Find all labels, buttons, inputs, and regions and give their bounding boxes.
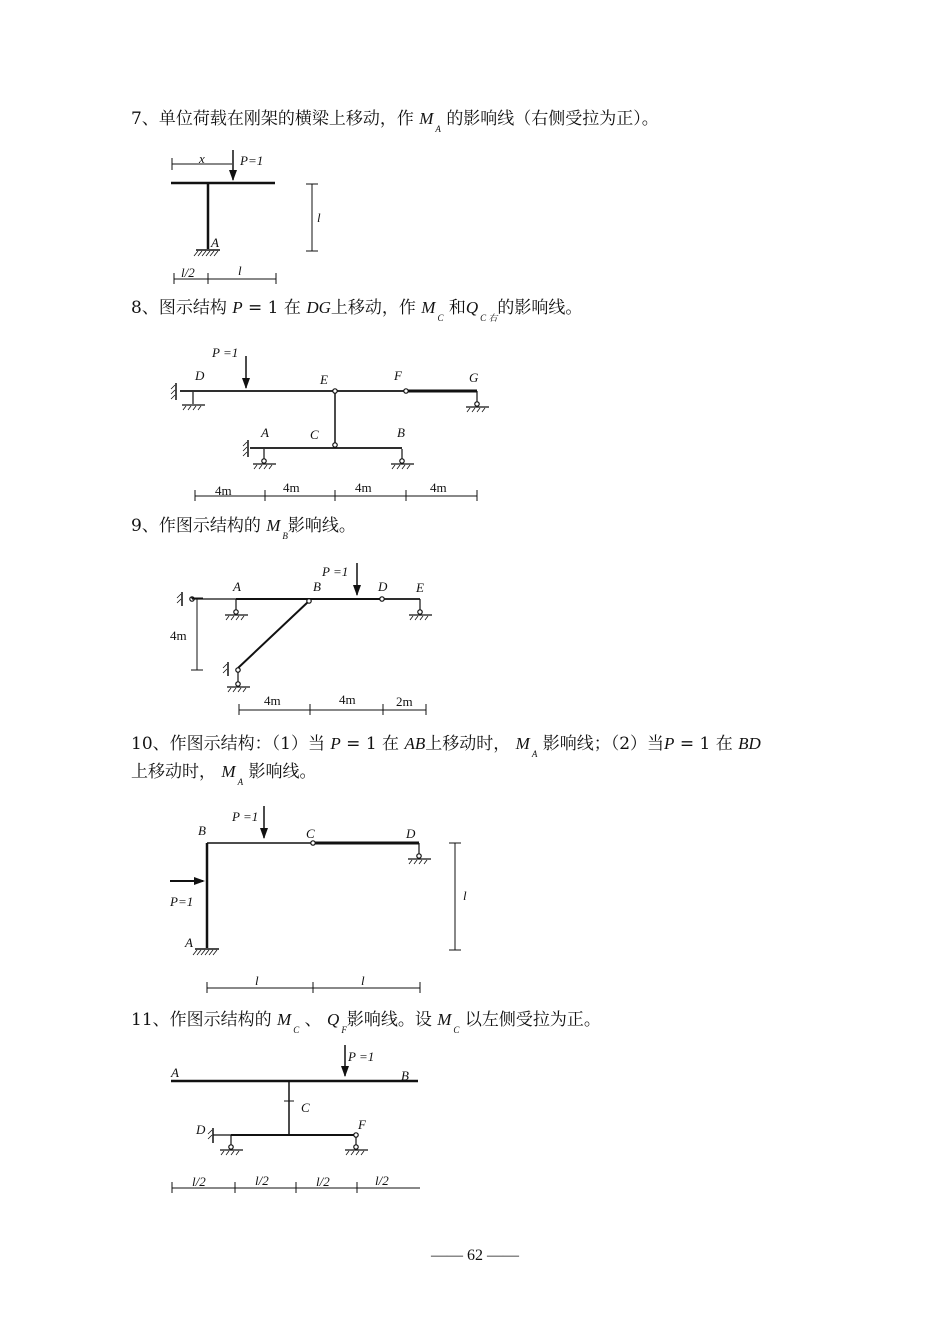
label-d: D	[406, 826, 416, 841]
question-text: 和	[448, 298, 466, 318]
dim-l: l	[361, 973, 365, 988]
dim-l-half: l/2	[181, 265, 195, 280]
question-text: 上移动，作	[330, 298, 416, 318]
question-text: 作图示结构的	[158, 516, 261, 536]
label-e: E	[416, 580, 424, 595]
question-text: = 1 在	[679, 734, 733, 754]
math-symbol: M	[266, 516, 281, 535]
math-subscript: C	[453, 1025, 460, 1035]
math-symbol: M	[277, 1010, 292, 1029]
dim-4m: 4m	[430, 480, 447, 495]
dim-4m: 4m	[215, 483, 232, 498]
label-g: G	[469, 370, 479, 385]
question-text: 、	[304, 1010, 322, 1030]
question-text: 的影响线（右侧受拉为正）。	[446, 109, 659, 129]
math-symbol: M	[515, 734, 530, 753]
math-symbol: P	[232, 298, 243, 317]
label-f: F	[358, 1117, 366, 1132]
footer-dash-left: ——	[431, 1247, 463, 1264]
math-subscript: C	[293, 1025, 300, 1035]
label-x: x	[199, 151, 205, 166]
label-p: P =1	[212, 345, 239, 360]
question-text: 的影响线。	[497, 298, 583, 318]
label-c: C	[301, 1100, 310, 1115]
dim-4m: 4m	[355, 480, 372, 495]
question-text: = 1 在	[248, 298, 301, 318]
label-c: C	[306, 826, 315, 841]
label-d: D	[196, 1122, 206, 1137]
dim-l-half: l/2	[375, 1173, 389, 1188]
math-subscript: B	[282, 531, 288, 541]
question-text: 单位荷载在刚架的横梁上移动，作	[158, 109, 414, 129]
label-a: A	[233, 579, 241, 594]
question-number: 7、	[131, 109, 159, 129]
math-symbol: DG	[306, 298, 331, 317]
question-text: 作图示结构：（1）当	[169, 734, 325, 754]
dim-l-half: l/2	[316, 1174, 330, 1189]
label-a: A	[211, 235, 219, 250]
math-symbol: AB	[404, 734, 426, 753]
dim-4m: 4m	[264, 693, 281, 708]
page-footer	[0, 1247, 950, 1265]
dim-4m: 4m	[283, 480, 300, 495]
math-subscript: C	[437, 313, 444, 323]
question-text: = 1 在	[346, 734, 400, 754]
question-text: 上移动时，	[131, 762, 216, 782]
label-f: F	[394, 368, 402, 383]
question-text: 上移动时，	[425, 734, 511, 754]
math-symbol: Q	[465, 298, 479, 317]
label-b: B	[313, 579, 321, 594]
label-e: E	[320, 372, 328, 387]
question-text: 影响线。	[248, 762, 317, 782]
math-subscript: C 右	[480, 313, 498, 323]
dim-l-half: l/2	[192, 1174, 206, 1189]
math-symbol: M	[419, 109, 434, 128]
label-p: P =1	[322, 564, 349, 579]
math-symbol: P	[664, 734, 675, 753]
label-p: P=1	[240, 153, 264, 168]
label-a: A	[261, 425, 269, 440]
math-subscript: F	[341, 1025, 347, 1035]
dim-4m: 4m	[339, 692, 356, 707]
question-text: 影响线；（2）当	[542, 734, 665, 754]
dim-l: l	[255, 973, 259, 988]
label-c: C	[310, 427, 319, 442]
label-p-left: P=1	[170, 894, 194, 909]
label-d: D	[378, 579, 388, 594]
label-a: A	[185, 935, 193, 950]
label-d: D	[195, 368, 205, 383]
label-p-top: P =1	[232, 809, 259, 824]
label-b: B	[401, 1068, 409, 1083]
question-number: 11、	[131, 1010, 170, 1030]
math-symbol: P	[330, 734, 341, 753]
question-text: 影响线。设	[346, 1010, 432, 1030]
math-subscript: A	[237, 777, 244, 787]
question-text: 影响线。	[287, 516, 356, 536]
math-symbol: M	[221, 762, 236, 781]
math-symbol: BD	[738, 734, 761, 753]
question-text: 图示结构	[158, 298, 227, 318]
label-l: l	[317, 210, 321, 225]
label-a: A	[171, 1065, 179, 1080]
question-number: 8、	[131, 298, 159, 318]
dim-2m: 2m	[396, 694, 413, 709]
label-l: l	[463, 888, 467, 903]
question-text: 作图示结构的	[169, 1010, 272, 1030]
math-subscript: A	[435, 124, 441, 134]
page-number: 62	[467, 1247, 483, 1264]
question-text: 以左侧受拉为正。	[464, 1010, 601, 1030]
math-symbol: M	[437, 1010, 452, 1029]
math-symbol: M	[421, 298, 436, 317]
dim-height: 4m	[170, 628, 187, 643]
question-number: 10、	[131, 734, 170, 754]
question-number: 9、	[131, 516, 159, 536]
math-symbol: Q	[327, 1010, 340, 1029]
dim-l-half: l/2	[255, 1173, 269, 1188]
dim-l: l	[238, 263, 242, 278]
math-subscript: A	[531, 749, 538, 759]
label-p: P =1	[348, 1049, 375, 1064]
label-b: B	[397, 425, 405, 440]
footer-dash-right: ——	[487, 1247, 519, 1264]
label-b: B	[198, 823, 206, 838]
